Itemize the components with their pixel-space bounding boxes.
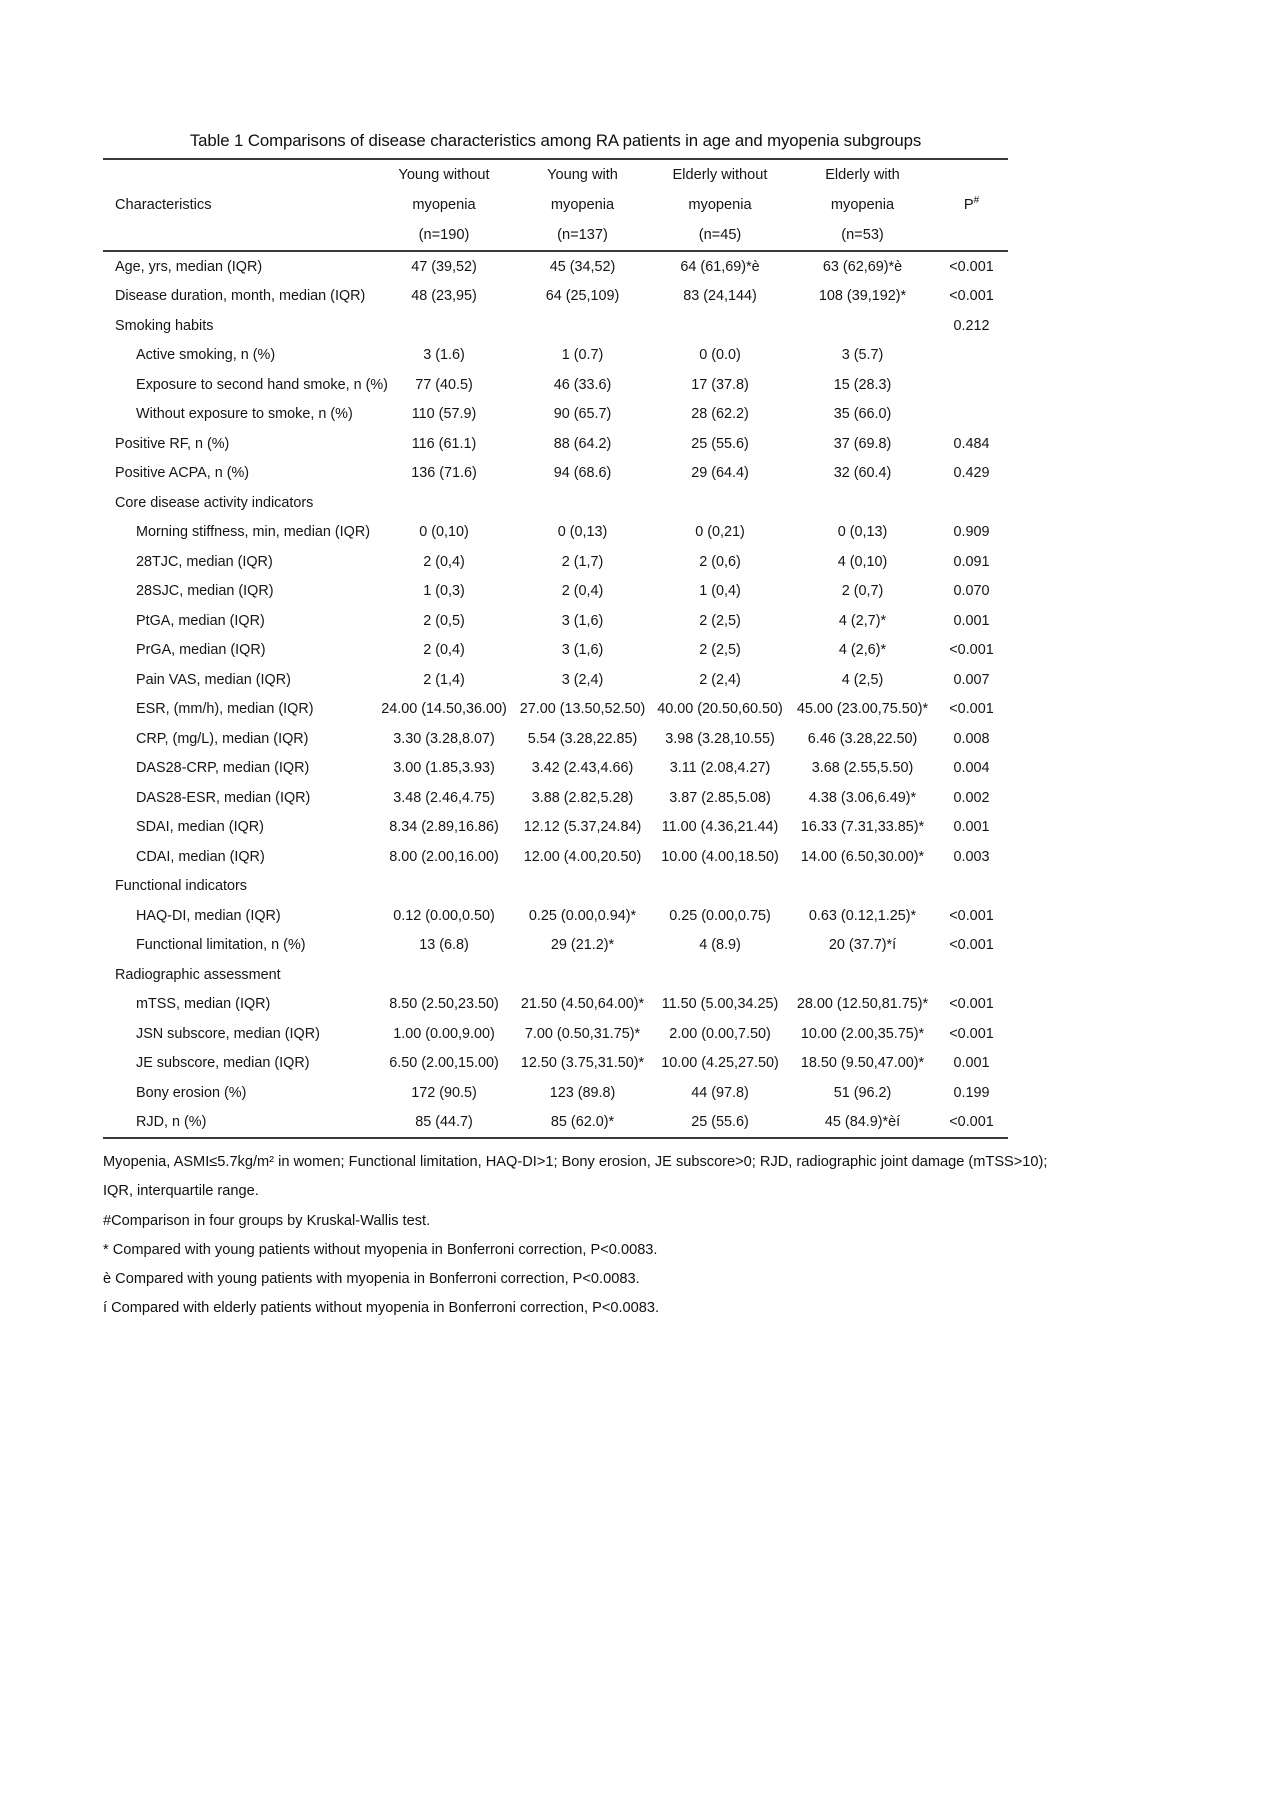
cell-value: 44 (97.8) [691, 1084, 749, 1101]
cell-value: 29 (64.4) [691, 465, 749, 482]
cell-value: 45 (34,52) [549, 258, 616, 275]
table-row [103, 311, 1008, 341]
cell-value: 123 (89.8) [549, 1084, 616, 1101]
p-value: <0.001 [949, 1025, 994, 1042]
cell-value: 3.87 (2.85,5.08) [669, 789, 771, 806]
cell-value: 172 (90.5) [411, 1084, 477, 1101]
cell-value: 85 (44.7) [415, 1114, 473, 1131]
row-label: Exposure to second hand smoke, n (%) [136, 376, 388, 393]
cell-value: 2.00 (0.00,7.50) [669, 1025, 771, 1042]
cell-value: 2 (0,5) [423, 612, 465, 629]
cell-value: 3.88 (2.82,5.28) [531, 789, 634, 806]
footnote-line: è Compared with young patients with myopenia in Bonferroni correction, P<0.0083. [103, 1271, 640, 1288]
cell-value: 3.30 (3.28,8.07) [393, 730, 495, 747]
table-row [103, 577, 1008, 607]
table1 [103, 131, 1048, 1324]
cell-value: 13 (6.8) [419, 937, 469, 954]
row-label: Core disease activity indicators [115, 494, 314, 511]
cell-value: 4 (0,10) [837, 553, 888, 570]
cell-value: 90 (65.7) [553, 406, 612, 423]
row-label: JE subscore, median (IQR) [136, 1055, 310, 1072]
cell-value: 8.34 (2.89,16.86) [389, 819, 499, 836]
cell-value: 6.50 (2.00,15.00) [389, 1055, 499, 1072]
cell-value: 2 (1,4) [423, 671, 465, 688]
cell-value: 24.00 (14.50,36.00) [381, 701, 507, 718]
table-row [103, 1049, 1008, 1079]
column-header-line: myopenia [412, 197, 476, 213]
cell-value: 0 (0,21) [695, 524, 745, 541]
characteristics-header-col [103, 160, 373, 250]
row-label: 28SJC, median (IQR) [136, 583, 274, 600]
column-header-line: Elderly with [825, 167, 900, 183]
cell-value: 25 (55.6) [691, 1114, 749, 1131]
row-label: Disease duration, month, median (IQR) [115, 288, 366, 305]
cell-value: 51 (96.2) [833, 1084, 892, 1101]
cell-value: 0.25 (0.00,0.94)* [528, 907, 637, 924]
p-value: <0.001 [949, 1114, 994, 1131]
table-row [103, 724, 1008, 754]
cell-value: 37 (69.8) [833, 435, 892, 452]
cell-value: 8.50 (2.50,23.50) [389, 996, 499, 1013]
p-value: <0.001 [949, 258, 994, 275]
cell-value: 88 (64.2) [553, 435, 612, 452]
table-row [103, 1019, 1008, 1049]
row-label: Age, yrs, median (IQR) [115, 258, 263, 275]
cell-value: 3 (1,6) [561, 612, 604, 629]
table-row [103, 783, 1008, 813]
footnote-line: í Compared with elderly patients without myopenia in Bonferroni correction, P<0.0083. [103, 1300, 660, 1317]
p-value: <0.001 [949, 907, 994, 924]
row-label: PtGA, median (IQR) [136, 612, 265, 629]
cell-value: 3 (1,6) [561, 642, 604, 659]
cell-value: 110 (57.9) [411, 406, 477, 423]
cell-value: 3 (5.7) [841, 347, 884, 364]
p-value: 0.001 [953, 1055, 990, 1072]
row-label: Pain VAS, median (IQR) [136, 671, 291, 688]
cell-value: 0 (0.0) [699, 347, 741, 364]
p-value: <0.001 [949, 288, 994, 305]
table-row [103, 901, 1008, 931]
p-value: 0.007 [953, 671, 990, 688]
cell-value: 63 (62,69)*è [822, 258, 903, 275]
table-row [103, 872, 1008, 902]
p-value: 0.484 [953, 435, 990, 452]
cell-value: 2 (0,7) [841, 583, 884, 600]
cell-value: 40.00 (20.50,60.50) [657, 701, 783, 718]
table-row [103, 754, 1008, 784]
row-label: DAS28-CRP, median (IQR) [136, 760, 310, 777]
cell-value: 17 (37.8) [691, 376, 749, 393]
cell-value: 1 (0,3) [423, 583, 465, 600]
column-header-line: (n=137) [557, 227, 608, 243]
cell-value: 4.38 (3.06,6.49)* [808, 789, 917, 806]
cell-value: 12.12 (5.37,24.84) [523, 819, 642, 836]
row-label: JSN subscore, median (IQR) [136, 1025, 320, 1042]
cell-value: 8.00 (2.00,16.00) [389, 848, 499, 865]
table-row [103, 665, 1008, 695]
cell-value: 16.33 (7.31,33.85)* [800, 819, 925, 836]
column-header-line: (n=45) [698, 227, 742, 243]
cell-value: 94 (68.6) [553, 465, 612, 482]
cell-value: 35 (66.0) [833, 406, 892, 423]
row-label: Positive RF, n (%) [115, 435, 230, 452]
footnote-line: #Comparison in four groups by Kruskal-Wallis test. [103, 1212, 431, 1229]
cell-value: 20 (37.7)*í [828, 937, 897, 954]
table-row [103, 282, 1008, 312]
column-header-line: myopenia [550, 197, 615, 213]
row-label: SDAI, median (IQR) [136, 819, 264, 836]
cell-value: 2 (2,5) [699, 612, 741, 629]
row-label: ESR, (mm/h), median (IQR) [136, 701, 314, 718]
table-row [103, 1108, 1008, 1138]
row-label: CDAI, median (IQR) [136, 848, 265, 865]
p-value: 0.001 [953, 612, 990, 629]
cell-value: 0.63 (0.12,1.25)* [808, 907, 917, 924]
cell-value: 3.11 (2.08,4.27) [669, 760, 771, 777]
cell-value: 11.00 (4.36,21.44) [661, 819, 779, 836]
footnote-line: * Compared with young patients without myopenia in Bonferroni correction, P<0.0083. [103, 1241, 658, 1258]
table-row [103, 341, 1008, 371]
table-row [103, 636, 1008, 666]
cell-value: 2 (2,4) [699, 671, 741, 688]
cell-value: 108 (39,192)* [818, 288, 907, 305]
row-label: Smoking habits [115, 317, 214, 334]
cell-value: 4 (8.9) [699, 937, 741, 954]
row-label: Positive ACPA, n (%) [115, 465, 250, 482]
column-header-line: Young without [398, 167, 490, 183]
p-value: 0.003 [953, 848, 990, 865]
cell-value: 32 (60.4) [833, 465, 892, 482]
row-label: Radiographic assessment [115, 966, 281, 983]
cell-value: 0 (0,13) [557, 524, 608, 541]
row-label: 28TJC, median (IQR) [136, 553, 273, 570]
characteristics-header: Characteristics [115, 197, 212, 213]
cell-value: 2 (1,7) [561, 553, 604, 570]
cell-value: 4 (2,6)* [838, 642, 887, 659]
table-row [103, 488, 1008, 518]
p-value: 0.909 [953, 524, 990, 541]
cell-value: 12.50 (3.75,31.50)* [520, 1055, 645, 1072]
cell-value: 29 (21.2)* [550, 937, 615, 954]
row-label: Active smoking, n (%) [136, 347, 276, 364]
cell-value: 6.46 (3.28,22.50) [807, 730, 918, 747]
cell-value: 1.00 (0.00,9.00) [393, 1025, 495, 1042]
column-header-line: Elderly without [672, 167, 768, 183]
cell-value: 18.50 (9.50,47.00)* [800, 1055, 925, 1072]
cell-value: 2 (0,4) [423, 553, 465, 570]
cell-value: 85 (62.0)* [550, 1114, 615, 1131]
row-label: Without exposure to smoke, n (%) [136, 406, 353, 423]
column-header [515, 160, 650, 250]
cell-value: 48 (23,95) [411, 288, 477, 305]
column-header [373, 160, 515, 250]
table-row [103, 518, 1008, 548]
cell-value: 1 (0.7) [561, 347, 604, 364]
cell-value: 2 (0,4) [561, 583, 604, 600]
cell-value: 0 (0,10) [419, 524, 469, 541]
table-row [103, 960, 1008, 990]
column-header [790, 160, 935, 250]
cell-value: 3 (2,4) [561, 671, 604, 688]
cell-value: 21.50 (4.50,64.00)* [520, 996, 645, 1013]
p-value: <0.001 [949, 937, 994, 954]
column-header-line: Young with [547, 167, 618, 183]
cell-value: 10.00 (4.00,18.50) [661, 848, 779, 865]
cell-value: 2 (0,4) [423, 642, 465, 659]
cell-value: 45 (84.9)*èí [824, 1114, 901, 1131]
table-row [103, 990, 1008, 1020]
row-label: RJD, n (%) [136, 1114, 207, 1131]
cell-value: 46 (33.6) [553, 376, 612, 393]
column-header-line: myopenia [830, 197, 895, 213]
row-label: Functional limitation, n (%) [136, 937, 306, 954]
cell-value: 1 (0,4) [699, 583, 741, 600]
table-row [103, 1078, 1008, 1108]
cell-value: 15 (28.3) [833, 376, 892, 393]
p-value: 0.429 [953, 465, 990, 482]
table-row [103, 400, 1008, 430]
cell-value: 2 (2,5) [699, 642, 741, 659]
cell-value: 2 (0,6) [699, 553, 741, 570]
cell-value: 64 (25,109) [545, 288, 620, 305]
cell-value: 28 (62.2) [691, 406, 749, 423]
table-row [103, 370, 1008, 400]
table-title: Table 1 Comparisons of disease characteristics among RA patients in age and myopenia subgroups [189, 131, 922, 150]
cell-value: 3.42 (2.43,4.66) [531, 760, 634, 777]
p-value: 0.212 [953, 317, 990, 334]
cell-value: 4 (2,7)* [838, 612, 887, 629]
table-row [103, 695, 1008, 725]
cell-value: 136 (71.6) [411, 465, 477, 482]
row-label: DAS28-ESR, median (IQR) [136, 789, 311, 806]
row-label: Bony erosion (%) [136, 1084, 247, 1101]
table-row [103, 547, 1008, 577]
cell-value: 11.50 (5.00,34.25) [661, 996, 779, 1013]
p-value: <0.001 [949, 642, 994, 659]
p-header: P# [963, 195, 980, 213]
cell-value: 45.00 (23.00,75.50)* [796, 701, 929, 718]
table-row [103, 252, 1008, 282]
cell-value: 10.00 (4.25,27.50) [661, 1055, 779, 1072]
cell-value: 14.00 (6.50,30.00)* [800, 848, 925, 865]
cell-value: 3.68 (2.55,5.50) [811, 760, 914, 777]
cell-value: 83 (24,144) [683, 288, 757, 305]
p-value: 0.008 [953, 730, 990, 747]
column-header-line: (n=53) [841, 227, 884, 243]
cell-value: 12.00 (4.00,20.50) [523, 848, 642, 865]
row-label: CRP, (mg/L), median (IQR) [136, 730, 309, 747]
table-row [103, 931, 1008, 961]
column-header-line: myopenia [688, 197, 752, 213]
row-label: mTSS, median (IQR) [136, 996, 271, 1013]
cell-value: 77 (40.5) [415, 376, 473, 393]
p-value: 0.004 [953, 760, 990, 777]
table-row [103, 606, 1008, 636]
cell-value: 116 (61.1) [411, 435, 477, 452]
cell-value: 47 (39,52) [411, 258, 477, 275]
p-value: 0.070 [953, 583, 990, 600]
table-row [103, 842, 1008, 872]
cell-value: 3.48 (2.46,4.75) [393, 789, 495, 806]
table-row [103, 459, 1008, 489]
cell-value: 27.00 (13.50,52.50) [519, 701, 646, 718]
column-header [650, 160, 790, 250]
cell-value: 25 (55.6) [691, 435, 749, 452]
cell-value: 5.54 (3.28,22.85) [527, 730, 638, 747]
column-header-line: (n=190) [418, 227, 470, 243]
table-row [103, 813, 1008, 843]
cell-value: 3.00 (1.85,3.93) [393, 760, 495, 777]
p-value: 0.091 [953, 553, 990, 570]
p-value: <0.001 [949, 701, 994, 718]
table-row [103, 429, 1008, 459]
row-label: Functional indicators [115, 878, 247, 895]
cell-value: 0.25 (0.00,0.75) [669, 907, 771, 924]
row-label: Morning stiffness, min, median (IQR) [136, 524, 371, 541]
row-label: HAQ-DI, median (IQR) [136, 907, 281, 924]
p-value: 0.001 [953, 819, 990, 836]
cell-value: 0 (0,13) [837, 524, 888, 541]
cell-value: 4 (2,5) [841, 671, 884, 688]
cell-value: 10.00 (2.00,35.75)* [800, 1025, 925, 1042]
table-body [103, 252, 1008, 1139]
cell-value: 3 (1.6) [423, 347, 465, 364]
p-header-col [935, 160, 1008, 250]
footnote-line: Myopenia, ASMI≤5.7kg/m² in women; Functional limitation, HAQ-DI>1; Bony erosion, JE subscore>0; RJD, radiographic joint damage (mTSS>10); [103, 1154, 1048, 1170]
cell-value: 28.00 (12.50,81.75)* [796, 996, 929, 1013]
cell-value: 64 (61,69)*è [680, 258, 760, 275]
table-header [103, 158, 1008, 252]
p-value: <0.001 [949, 996, 994, 1013]
cell-value: 7.00 (0.50,31.75)* [524, 1025, 641, 1042]
p-value: 0.199 [953, 1084, 990, 1101]
cell-value: 3.98 (3.28,10.55) [665, 730, 775, 747]
footnote-line: IQR, interquartile range. [103, 1183, 259, 1200]
p-value: 0.002 [953, 789, 990, 806]
footnotes [103, 1148, 1048, 1324]
cell-value: 0.12 (0.00,0.50) [393, 907, 495, 924]
row-label: PrGA, median (IQR) [136, 642, 266, 659]
